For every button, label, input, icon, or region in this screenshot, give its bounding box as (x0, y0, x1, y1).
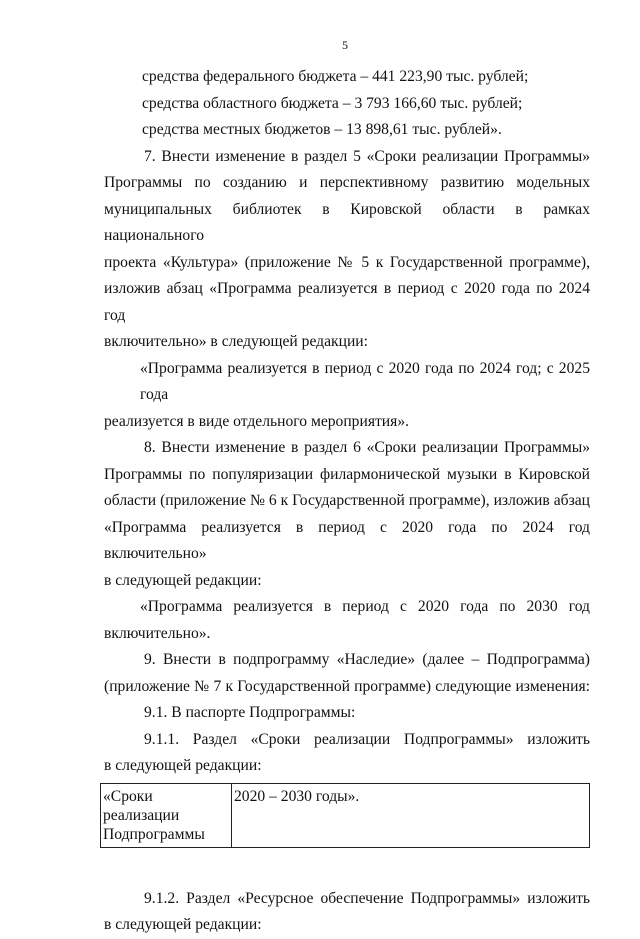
text-line: средства областного бюджета – 3 793 166,60 тыс. рублей; (142, 94, 523, 112)
table-cell-label: «Сроки реализации Подпрограммы (101, 783, 232, 847)
paragraph-7-line: 7. Внести изменение в раздел 5 «Сроки реализации Программы» (144, 147, 590, 165)
paragraph-8-line: области (приложение № 6 к Государственной программе), изложив абзац (104, 492, 590, 509)
paragraph-8-line: в следующей редакции: (104, 571, 262, 589)
quote-7-line: «Программа реализуется в период с 2020 года по 2024 год; с 2025 года (140, 359, 590, 403)
spacer (104, 848, 590, 886)
quote-8-line: включительно». (104, 624, 211, 642)
paragraph-7-line: изложив абзац «Программа реализуется в период с 2020 года по 2024 год (104, 280, 590, 324)
quote-7-line: реализуется в виде отдельного мероприятия». (104, 412, 410, 430)
table-cell-value: 2020 – 2030 годы». (232, 783, 590, 847)
text-line: средства федерального бюджета – 441 223,90 тыс. рублей; (142, 68, 529, 85)
paragraph-9-1-2-line: в следующей редакции: (104, 916, 262, 933)
paragraph-7-line: включительно» в следующей редакции: (104, 333, 368, 350)
paragraph-7-line: Программы по созданию и перспективному развитию модельных (104, 174, 590, 191)
page-number: 5 (342, 38, 348, 52)
paragraph-9-line: (приложение № 7 к Государственной программе) следующие изменения: (104, 677, 590, 695)
quote-8-line: «Программа реализуется в период с 2020 года по 2030 год (140, 598, 590, 615)
paragraph-8-line: 8. Внести изменение в раздел 6 «Сроки реализации Программы» (144, 439, 590, 456)
table-row (101, 783, 590, 847)
paragraph-8-line: Программы по популяризации филармонической музыки в Кировской (104, 465, 590, 483)
paragraph-7-line: проекта «Культура» (приложение № 5 к Государственной программе), (104, 253, 590, 271)
paragraph-7-line: муниципальных библиотек в Кировской области в рамках национального (104, 200, 590, 244)
document-body (104, 64, 590, 939)
paragraph-8-line: «Программа реализуется в период с 2020 года по 2024 год включительно» (104, 518, 590, 562)
paragraph-9-line: 9. Внести в подпрограмму «Наследие» (далее – Подпрограмма) (144, 651, 590, 668)
text-line: средства местных бюджетов – 13 898,61 тыс. рублей». (142, 121, 502, 138)
period-table (100, 783, 590, 848)
paragraph-9-1-1-line: в следующей редакции: (104, 757, 262, 774)
paragraph-9-1: 9.1. В паспорте Подпрограммы: (144, 704, 356, 721)
paragraph-9-1-2-line: 9.1.2. Раздел «Ресурсное обеспечение Подпрограммы» изложить (144, 889, 590, 907)
paragraph-9-1-1-line: 9.1.1. Раздел «Сроки реализации Подпрограммы» изложить (144, 730, 590, 748)
